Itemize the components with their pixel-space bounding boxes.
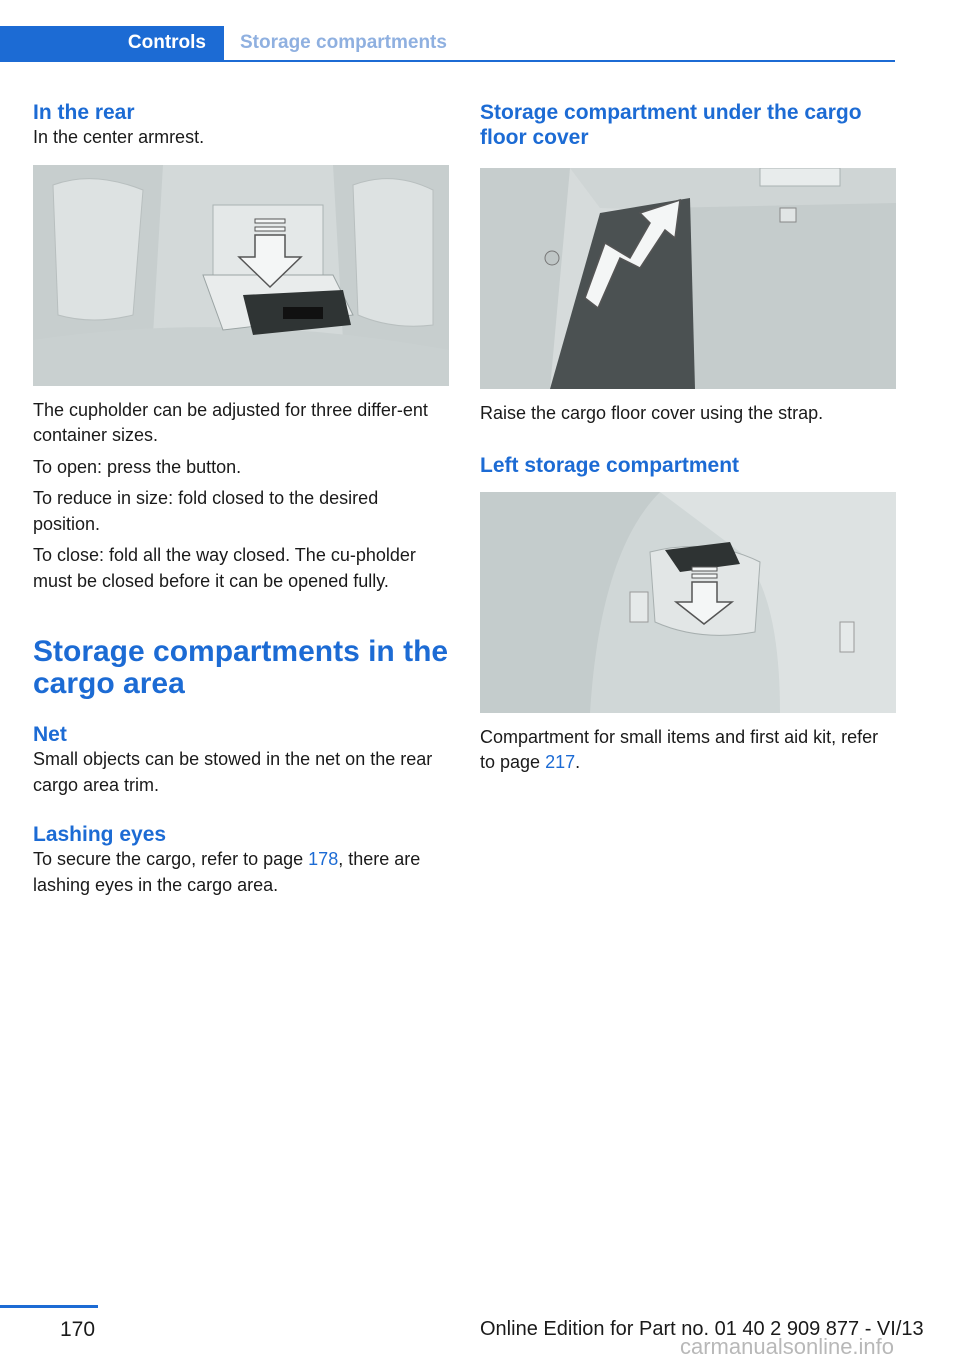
edition-note: Online Edition for Part no. 01 40 2 909 877 - VI/13 (480, 1318, 924, 1340)
left-compartment-illustration (480, 492, 896, 713)
rear-heading: In the rear (33, 101, 135, 124)
left-compartment-heading: Left storage compartment (480, 453, 740, 477)
footer-rule (0, 1305, 98, 1308)
cargo-heading: Storage compartments in the cargo area (33, 635, 449, 700)
left-compartment-text: Compartment for small items and first aid kit, refer to page 217. (480, 726, 879, 772)
left-column (33, 100, 449, 898)
floor-heading: Storage compartment under the cargo floor cover (480, 101, 862, 149)
open-text: To open: press the button. (33, 456, 242, 477)
right-column (480, 100, 896, 776)
armrest-illustration (33, 165, 449, 386)
cupholder-text: The cupholder can be adjusted for three differ‐ent container sizes. (33, 399, 428, 445)
chapter-tab[interactable]: Controls (0, 26, 224, 60)
net-heading: Net (33, 723, 67, 746)
header-bar (0, 26, 895, 62)
cargo-floor-illustration (480, 168, 896, 389)
page-link-217[interactable]: 217 (545, 752, 576, 772)
floor-text: Raise the cargo floor cover using the strap. (480, 403, 824, 423)
watermark-logo: carmanualsonline.info (680, 1334, 895, 1359)
section-tab[interactable]: Storage compartments (240, 32, 447, 53)
rear-text: In the center armrest. (33, 127, 205, 147)
net-text: Small objects can be stowed in the net on the rear cargo area trim. (33, 749, 433, 795)
page-link-178[interactable]: 178 (308, 849, 339, 869)
reduce-text: To reduce in size: fold closed to the desired position. (33, 488, 379, 534)
close-text: To close: fold all the way closed. The cu‐pholder must be closed before it can be opened fully. (33, 545, 416, 591)
lashing-text: To secure the cargo, refer to page 178, there are lashing eyes in the cargo area. (33, 849, 421, 895)
page-number: 170 (60, 1318, 96, 1341)
lashing-heading: Lashing eyes (33, 823, 167, 846)
